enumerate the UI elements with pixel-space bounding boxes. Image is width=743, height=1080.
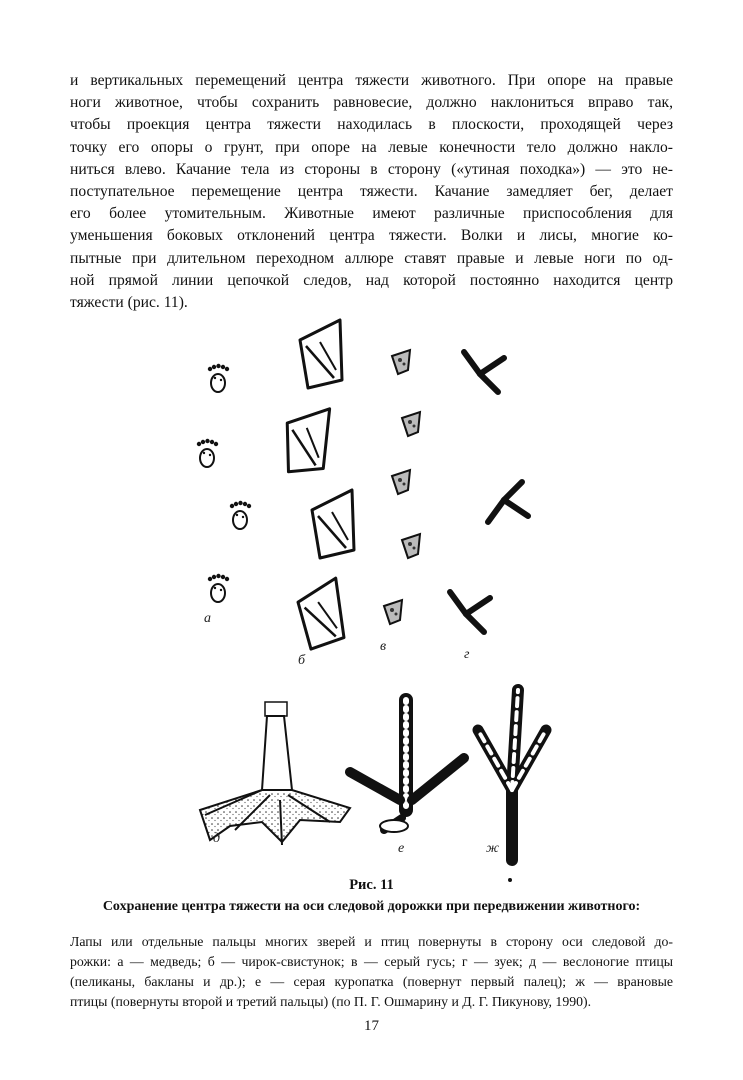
- body-line: уменьшения боковых отклонений центра тяжести. Волки и лисы, многие ко-: [70, 227, 673, 245]
- caption-line: птицы (повернуты второй и третий пальцы) (по П. Г. Ошмарину и Д. Г. Пикунову, 1990).: [70, 994, 592, 1009]
- body-line: поступательное перемещение центра тяжести. Качание замедляет бег, делает: [70, 183, 673, 201]
- partridge-foot-drawing: [350, 700, 464, 832]
- footprints-figure: [180, 310, 600, 900]
- figure-title: Рис. 11: [349, 877, 394, 893]
- teal-footprint: [281, 403, 332, 476]
- caption-line: Лапы или отдельные пальцы многих зверей и птиц повернуты в сторону оси следовой до-: [70, 934, 673, 949]
- teal-footprint: [300, 320, 342, 388]
- pelican-foot-drawing: [200, 702, 350, 845]
- body-line: ной прямой линии цепочкой следов, над которой постоянно находится центр: [70, 271, 673, 289]
- figure-caption: [70, 932, 673, 1012]
- bear-footprint: [208, 364, 229, 392]
- goose-footprint: [392, 470, 410, 494]
- body-paragraph: [70, 70, 673, 314]
- label-e: е: [398, 841, 405, 856]
- bear-footprint: [208, 574, 229, 602]
- caption-line: (пеликаны, бакланы и др.); е — серая куропатка (повернут первый палец); ж — врановые: [70, 974, 673, 989]
- label-v: в: [380, 639, 387, 654]
- goose-footprint: [392, 350, 410, 374]
- plover-footprint: [464, 352, 504, 392]
- page-number: 17: [364, 1018, 379, 1034]
- teal-footprint: [296, 578, 345, 650]
- label-g: г: [464, 647, 470, 662]
- label-zh: ж: [486, 841, 500, 856]
- label-a: а: [204, 611, 211, 626]
- body-line: ниться влево. Качание тела из стороны в сторону («утиная походка») — это не-: [70, 160, 673, 178]
- label-b: б: [298, 653, 306, 668]
- goose-footprint: [402, 534, 420, 558]
- teal-footprint: [312, 490, 354, 558]
- label-d: д: [213, 831, 221, 846]
- bear-footprint: [230, 501, 251, 529]
- caption-line: рожки: а — медведь; б — чирок-свистунок; в — серый гусь; г — зуек; д — веслоногие птицы: [70, 954, 673, 969]
- plover-footprint: [450, 592, 490, 632]
- body-line: чтобы проекция центра тяжести находилась в плоскости, проходящей через: [70, 116, 673, 134]
- body-line: ноги животное, чтобы сохранить равновесие, должно наклониться вправо так,: [70, 94, 673, 112]
- goose-footprint: [402, 412, 420, 436]
- body-line: тяжести (рис. 11).: [70, 294, 188, 312]
- figure-subtitle: Сохранение центра тяжести на оси следовой дорожки при передвижении животного:: [102, 899, 641, 914]
- plover-footprint: [488, 482, 528, 522]
- body-line: и вертикальных перемещений центра тяжести животного. При опоре на правые: [70, 72, 673, 89]
- body-line: точку его опоры о грунт, при опоре на левые конечности тело должно накло-: [70, 138, 673, 156]
- body-line: его более утомительным. Животные имеют различные приспособления для: [70, 205, 673, 223]
- bear-footprint: [197, 439, 218, 467]
- body-line: пытные при длительном переходном аллюре ставят правые и левые ноги по од-: [70, 249, 673, 267]
- goose-footprint: [384, 600, 402, 624]
